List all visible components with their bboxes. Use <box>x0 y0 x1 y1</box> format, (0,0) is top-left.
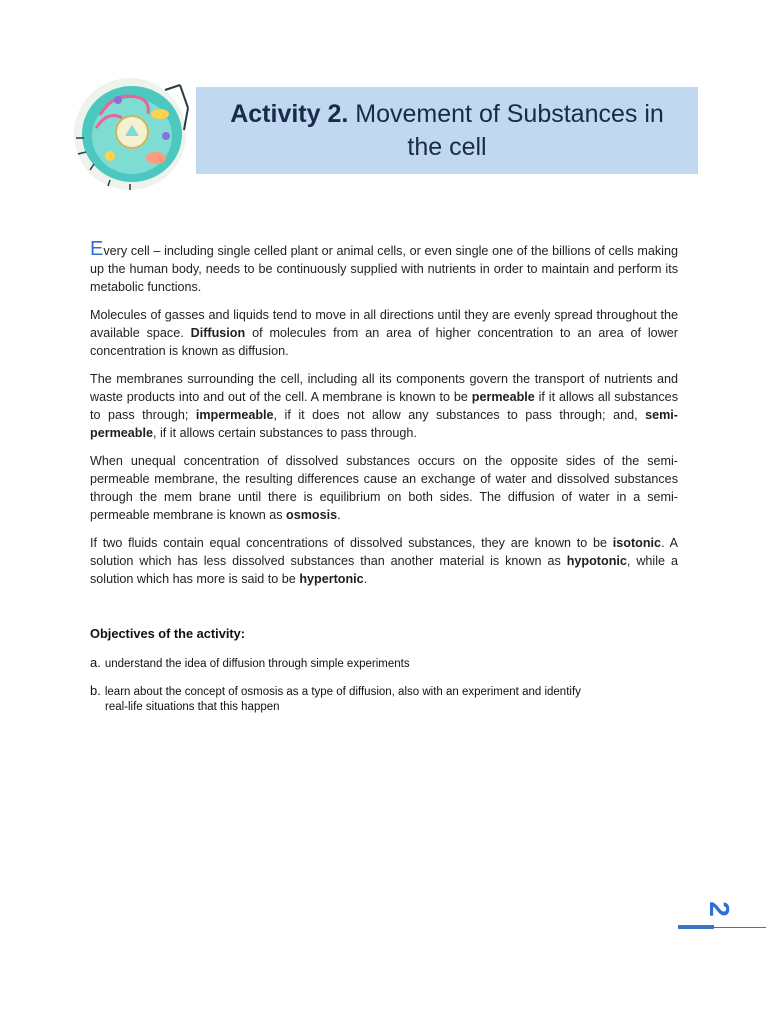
objectives-heading: Objectives of the activity: <box>90 626 246 641</box>
objective-b-text-line1: learn about the concept of osmosis as a type of diffusion, also with an experiment and identify <box>104 686 581 698</box>
objective-a <box>90 655 650 672</box>
p2-a: Molecules of gasses and liquids tend to move in all directions until they are evenly spread throughout the available space. <box>90 308 678 340</box>
objective-b-text-line2: real-life situations that this happen <box>105 701 280 713</box>
dropcap: E <box>90 238 104 260</box>
p2-c: of molecules from an area of higher concentration to an area of lower concentration is known as diffusion. <box>90 326 678 358</box>
term-semi-permeable: semi-permeable <box>90 408 678 440</box>
animal-cell-illustration <box>70 70 194 194</box>
p3-g: , if it allows certain substances to pass through. <box>153 426 417 440</box>
p5-g: . <box>363 572 368 586</box>
p1-text: very cell – including single celled plant or animal cells, or even single one of the billions of cells making up the human body, needs to be continuously supplied with nutrients in order to maintain and perform its metabolic functions. <box>90 244 678 294</box>
paragraph-1 <box>90 240 678 296</box>
body-text <box>90 240 678 598</box>
page-number: 2 <box>704 901 735 917</box>
p5-a: If two fluids contain equal concentrations of dissolved substances, they are known to be <box>90 536 613 550</box>
objective-b-letter: b. <box>90 683 101 698</box>
term-isotonic: isotonic <box>612 536 662 550</box>
p4-a: When unequal concentration of dissolved substances occurs on the opposite sides of the semi-permeable membrane, the resulting differences cause an exchange of water and dissolved substances through the mem brane until there is equilibrium on both sides. The diffusion of water in a semi-permeable membrane is known as <box>90 454 678 522</box>
footer-rule-accent <box>678 925 714 929</box>
objective-a-letter: a. <box>90 655 101 670</box>
paragraph-4 <box>90 452 678 524</box>
term-permeable: permeable <box>471 390 535 404</box>
objective-a-text: understand the idea of diffusion through simple experiments <box>104 658 410 670</box>
term-osmosis: osmosis <box>286 508 338 522</box>
title-rest-line1: Movement of Substances in <box>355 99 664 128</box>
footer-rule <box>714 927 766 928</box>
activity-title-banner <box>196 87 698 174</box>
term-diffusion: Diffusion <box>190 326 246 340</box>
paragraph-3 <box>90 370 678 442</box>
title-line-1 <box>230 98 664 131</box>
p3-e: , if it does not allow any substances to pass through; and, <box>273 408 646 422</box>
p5-e: , while a solution which has more is said to be <box>90 554 678 586</box>
p3-c: if it allows all substances to pass through; <box>90 390 678 422</box>
p4-c: . <box>337 508 341 522</box>
term-hypotonic: hypotonic <box>566 554 627 568</box>
objective-b <box>90 683 650 715</box>
term-hypertonic: hypertonic <box>299 572 364 586</box>
paragraph-2 <box>90 306 678 360</box>
paragraph-5 <box>90 534 678 588</box>
p3-a: The membranes surrounding the cell, including all its components govern the transport of nutrients and waste products into and out of the cell. A membrane is known to be <box>90 372 678 404</box>
p5-c: . A solution which has less dissolved substances than another material is known as <box>90 536 679 568</box>
title-rest-line2: the cell <box>407 132 487 161</box>
term-impermeable: impermeable <box>195 408 274 422</box>
title-bold: Activity 2. <box>230 99 349 128</box>
